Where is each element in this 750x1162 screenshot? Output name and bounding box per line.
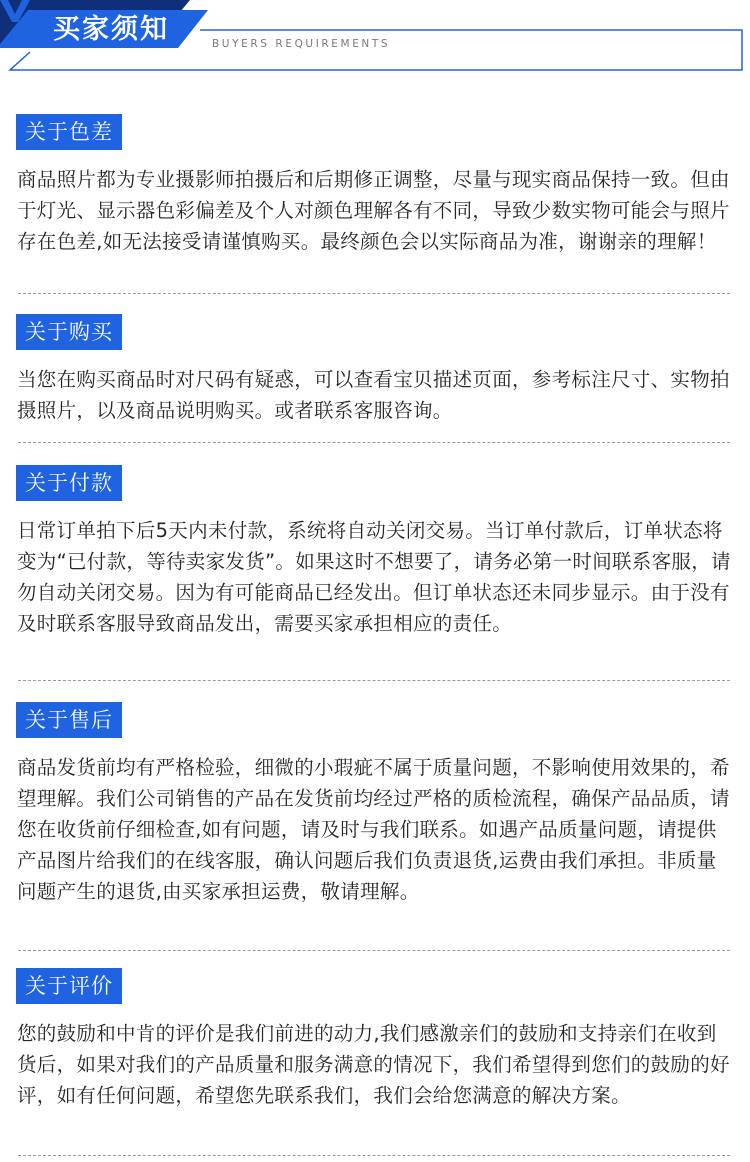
dashed-divider	[18, 680, 730, 681]
dashed-divider	[18, 442, 730, 443]
dashed-divider	[18, 950, 730, 951]
header-title: 买家须知	[53, 14, 169, 45]
header-banner	[0, 0, 750, 76]
section-label: 关于色差	[16, 114, 122, 150]
section-label: 关于评价	[16, 968, 122, 1004]
section-label: 关于购买	[16, 314, 122, 350]
section-body: 商品照片都为专业摄影师拍摄后和后期修正调整，尽量与现实商品保持一致。但由于灯光、显示器色彩偏差及个人对颜色理解各有不同，导致少数实物可能会与照片存在色差,如无法接受请谨慎购买。最终颜色会以实际商品为准，谢谢亲的理解！	[17, 168, 730, 253]
dashed-divider	[18, 293, 730, 294]
section-label: 关于付款	[16, 465, 122, 501]
section-body: 当您在购买商品时对尺码有疑惑，可以查看宝贝描述页面，参考标注尺寸、实物拍摄照片，以及商品说明购买。或者联系客服咨询。	[17, 368, 730, 422]
section-body: 日常订单拍下后5天内未付款，系统将自动关闭交易。当订单付款后，订单状态将变为“已付款，等待卖家发货”。如果这时不想要了，请务必第一时间联系客服，请勿自动关闭交易。因为有可能商品已经发出。但订单状态还未同步显示。由于没有及时联系客服导致商品发出，需要买家承担相应的责任。	[17, 519, 731, 635]
section-body: 商品发货前均有严格检验，细微的小瑕疵不属于质量问题，不影响使用效果的，希望理解。我们公司销售的产品在发货前均经过严格的质检流程，确保产品品质，请您在收货前仔细检查,如有问题，请及时与我们联系。如遇产品质量问题，请提供产品图片给我们的在线客服，确认问题后我们负责退货,运费由我们承担。非质量问题产生的退货,由买家承担运费，敬请理解。	[17, 756, 730, 903]
dashed-divider	[18, 1155, 730, 1156]
header-subtitle: BUYERS REQUIREMENTS	[212, 38, 391, 50]
section-label: 关于售后	[16, 702, 122, 738]
section-body: 您的鼓励和中肯的评价是我们前进的动力,我们感激亲们的鼓励和支持亲们在收到货后，如果对我们的产品质量和服务满意的情况下，我们希望得到您们的鼓励的好评，如有任何问题，希望您先联系我们，我们会给您满意的解决方案。	[17, 1022, 730, 1107]
chevron-v-icon	[0, 0, 30, 22]
